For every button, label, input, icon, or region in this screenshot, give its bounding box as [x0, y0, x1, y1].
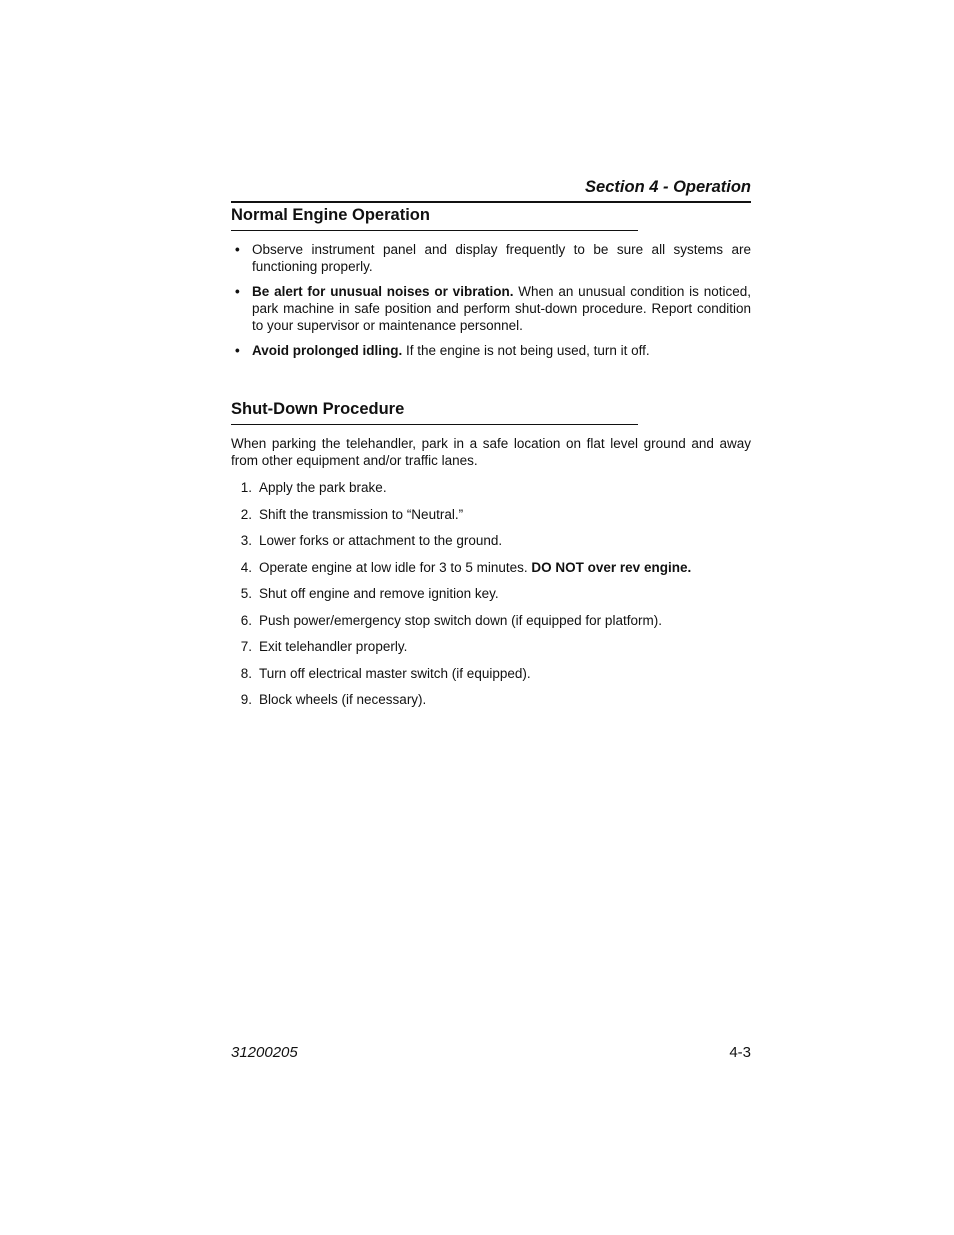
- step-text: Shift the transmission to “Neutral.”: [259, 506, 464, 522]
- step-item: [231, 612, 751, 639]
- step-number: 3.: [240, 533, 252, 548]
- step-text: Block wheels (if necessary).: [259, 692, 427, 707]
- step-item: [231, 691, 751, 718]
- step-number: 7.: [240, 639, 252, 654]
- step-bold-text: DO NOT over rev engine.: [531, 559, 692, 575]
- step-text: Exit telehandler properly.: [259, 639, 408, 654]
- step-item: [231, 559, 751, 586]
- step-item: [231, 479, 751, 506]
- bullet-item: [231, 342, 751, 359]
- step-number: 1.: [240, 480, 252, 495]
- bullet-text: When an unusual condition is noticed, park machine in safe position and perform shut-down procedure. Report condition to your supervisor or maintenance personnel.: [252, 284, 751, 333]
- step-item: [231, 638, 751, 665]
- bullet-bold-text: Be alert for unusual noises or vibration.: [252, 284, 514, 299]
- bullet-item: [231, 241, 751, 275]
- step-number: 5.: [240, 586, 252, 601]
- page-number: 4-3: [729, 1044, 751, 1061]
- manual-page: [231, 0, 751, 1235]
- shutdown-steps-list: [231, 479, 751, 718]
- step-number: 6.: [240, 612, 252, 628]
- bullet-text: If the engine is not being used, turn it off.: [402, 343, 650, 358]
- step-number: 9.: [240, 692, 252, 707]
- step-text: Turn off electrical master switch (if equipped).: [259, 665, 531, 681]
- bullet-dot-icon: •: [235, 284, 240, 299]
- step-item: [231, 665, 751, 692]
- bullet-item: [231, 283, 751, 334]
- section-title: Section 4 - Operation: [231, 176, 751, 203]
- step-item: [231, 532, 751, 559]
- bullet-text: Observe instrument panel and display frequently to be sure all systems are functioning properly.: [252, 242, 751, 274]
- bullet-dot-icon: •: [235, 343, 240, 358]
- bullet-bold-text: Avoid prolonged idling.: [252, 343, 403, 358]
- bullet-dot-icon: •: [235, 242, 240, 257]
- step-number: 4.: [240, 559, 252, 575]
- shutdown-intro-paragraph: When parking the telehandler, park in a safe location on flat level ground and away from other equipment and/or traffic lanes.: [231, 436, 751, 468]
- step-text: Operate engine at low idle for 3 to 5 minutes.: [259, 559, 532, 575]
- step-number: 2.: [240, 506, 252, 522]
- document-number: 31200205: [231, 1044, 298, 1061]
- step-text: Shut off engine and remove ignition key.: [259, 586, 499, 601]
- normal-engine-bullet-list: [231, 241, 751, 367]
- step-text: Apply the park brake.: [259, 480, 387, 495]
- step-text: Push power/emergency stop switch down (if equipped for platform).: [259, 612, 662, 628]
- step-text: Lower forks or attachment to the ground.: [259, 533, 503, 548]
- normal-engine-operation-heading: Normal Engine Operation: [231, 204, 638, 231]
- shut-down-procedure-heading: Shut-Down Procedure: [231, 398, 638, 425]
- step-number: 8.: [240, 665, 252, 681]
- step-item: [231, 506, 751, 533]
- step-item: [231, 585, 751, 612]
